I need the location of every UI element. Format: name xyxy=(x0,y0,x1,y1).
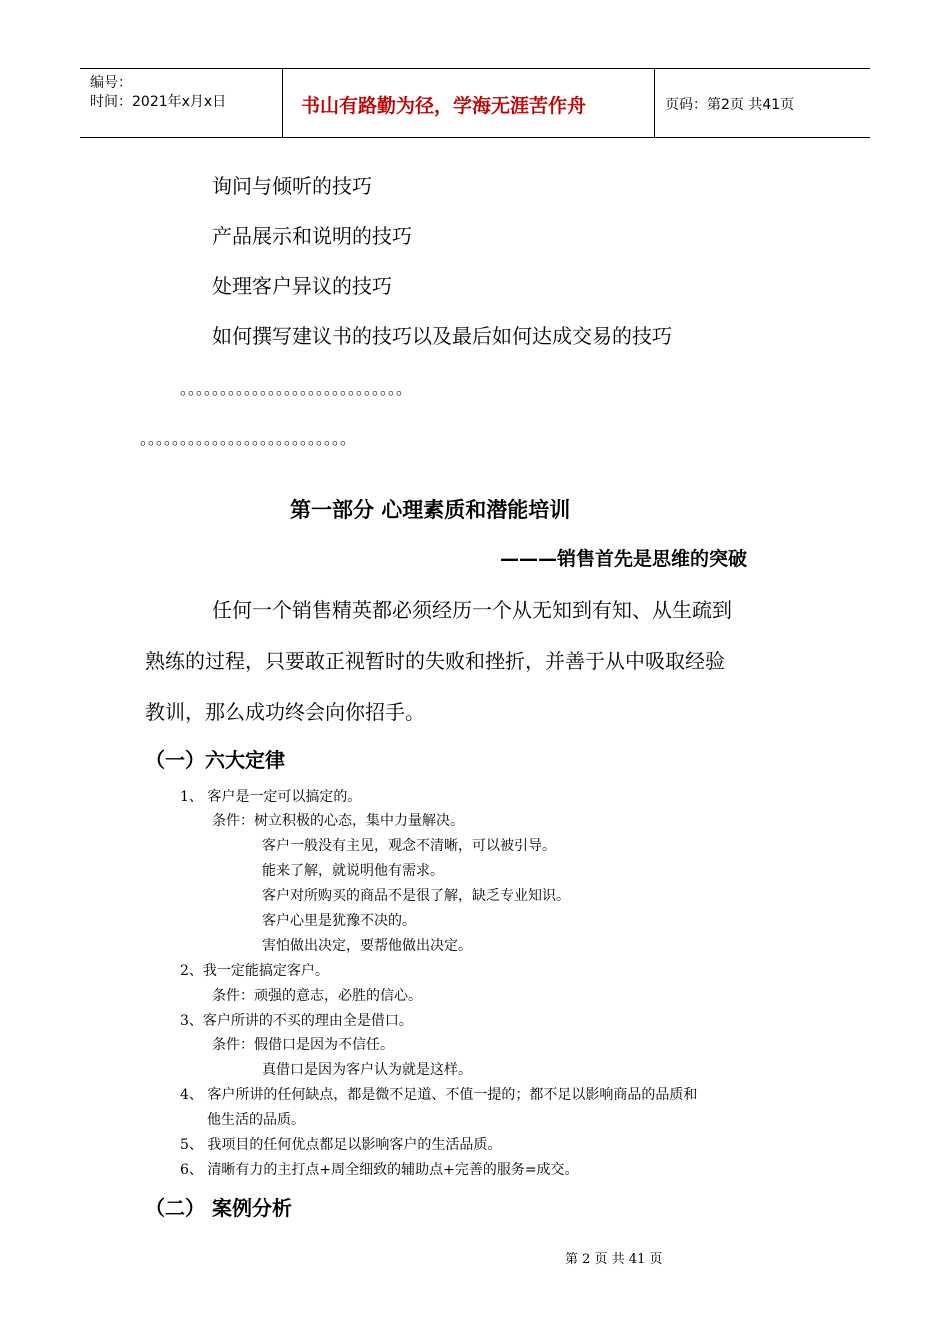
rule-line: 客户心里是犹豫不决的。 xyxy=(262,913,416,929)
rule-line: 客户一般没有主见，观念不清晰，可以被引导。 xyxy=(262,838,556,854)
rule-line: 他生活的品质。 xyxy=(207,1112,305,1128)
intro-paragraph-line: 任何一个销售精英都必须经历一个从无知到有知、从生疏到 xyxy=(212,598,732,622)
rule-line: 能来了解，就说明他有需求。 xyxy=(262,863,444,879)
page-header xyxy=(80,68,870,138)
bullet-line: 询问与倾听的技巧 xyxy=(212,174,372,198)
rule-line: 客户对所购买的商品不是很了解，缺乏专业知识。 xyxy=(262,888,570,904)
bullet-line: 如何撰写建议书的技巧以及最后如何达成交易的技巧 xyxy=(212,324,672,348)
section-heading: （二） 案例分析 xyxy=(145,1196,292,1220)
rule-line: 3、客户所讲的不买的理由全是借口。 xyxy=(180,1013,413,1029)
bullet-line: 产品展示和说明的技巧 xyxy=(212,224,412,248)
page-number-label: 页码：第2页 共41页 xyxy=(665,97,795,113)
ellipsis-dots: 。。。。。。。。。。。。。。。。。。。。。。。。。。 xyxy=(140,429,357,448)
rule-line: 6、 清晰有力的主打点+周全细致的辅助点+完善的服务=成交。 xyxy=(180,1162,579,1178)
part-subtitle: ———销售首先是思维的突破 xyxy=(500,548,748,570)
rule-line: 害怕做出决定，要帮他做出决定。 xyxy=(262,938,472,954)
motto: 书山有路勤为径，学海无涯苦作舟 xyxy=(301,95,587,117)
rule-line: 5、 我项目的任何优点都足以影响客户的生活品质。 xyxy=(180,1137,502,1153)
page-footer: 第 2 页 共 41 页 xyxy=(565,1252,663,1267)
part-title: 第一部分 心理素质和潜能培训 xyxy=(290,498,571,522)
number-label: 编号： xyxy=(90,75,132,91)
section-heading: （一）六大定律 xyxy=(145,748,285,772)
ellipsis-dots: 。。。。。。。。。。。。。。。。。。。。。。。。。。。。 xyxy=(180,379,413,398)
bullet-line: 处理客户异议的技巧 xyxy=(212,274,392,298)
rule-line: 条件：树立积极的心态，集中力量解决。 xyxy=(212,813,464,829)
rule-line: 1、 客户是一定可以搞定的。 xyxy=(180,789,362,805)
rule-line: 4、 客户所讲的任何缺点，都是微不足道、不值一提的；都不足以影响商品的品质和 xyxy=(180,1087,698,1103)
rule-line: 条件：假借口是因为不信任。 xyxy=(212,1037,394,1053)
rule-line: 条件：顽强的意志，必胜的信心。 xyxy=(212,988,422,1004)
header-info-cell xyxy=(80,69,283,137)
rule-line: 真借口是因为客户认为就是这样。 xyxy=(262,1062,472,1078)
rule-line: 2、我一定能搞定客户。 xyxy=(180,963,329,979)
intro-paragraph-line: 教训，那么成功终会向你招手。 xyxy=(145,700,425,724)
header-page-cell xyxy=(655,69,870,137)
time-label: 时间：2021年x月x日 xyxy=(90,94,227,110)
header-motto-cell xyxy=(283,69,655,137)
intro-paragraph-line: 熟练的过程，只要敢正视暂时的失败和挫折，并善于从中吸取经验 xyxy=(145,649,725,673)
